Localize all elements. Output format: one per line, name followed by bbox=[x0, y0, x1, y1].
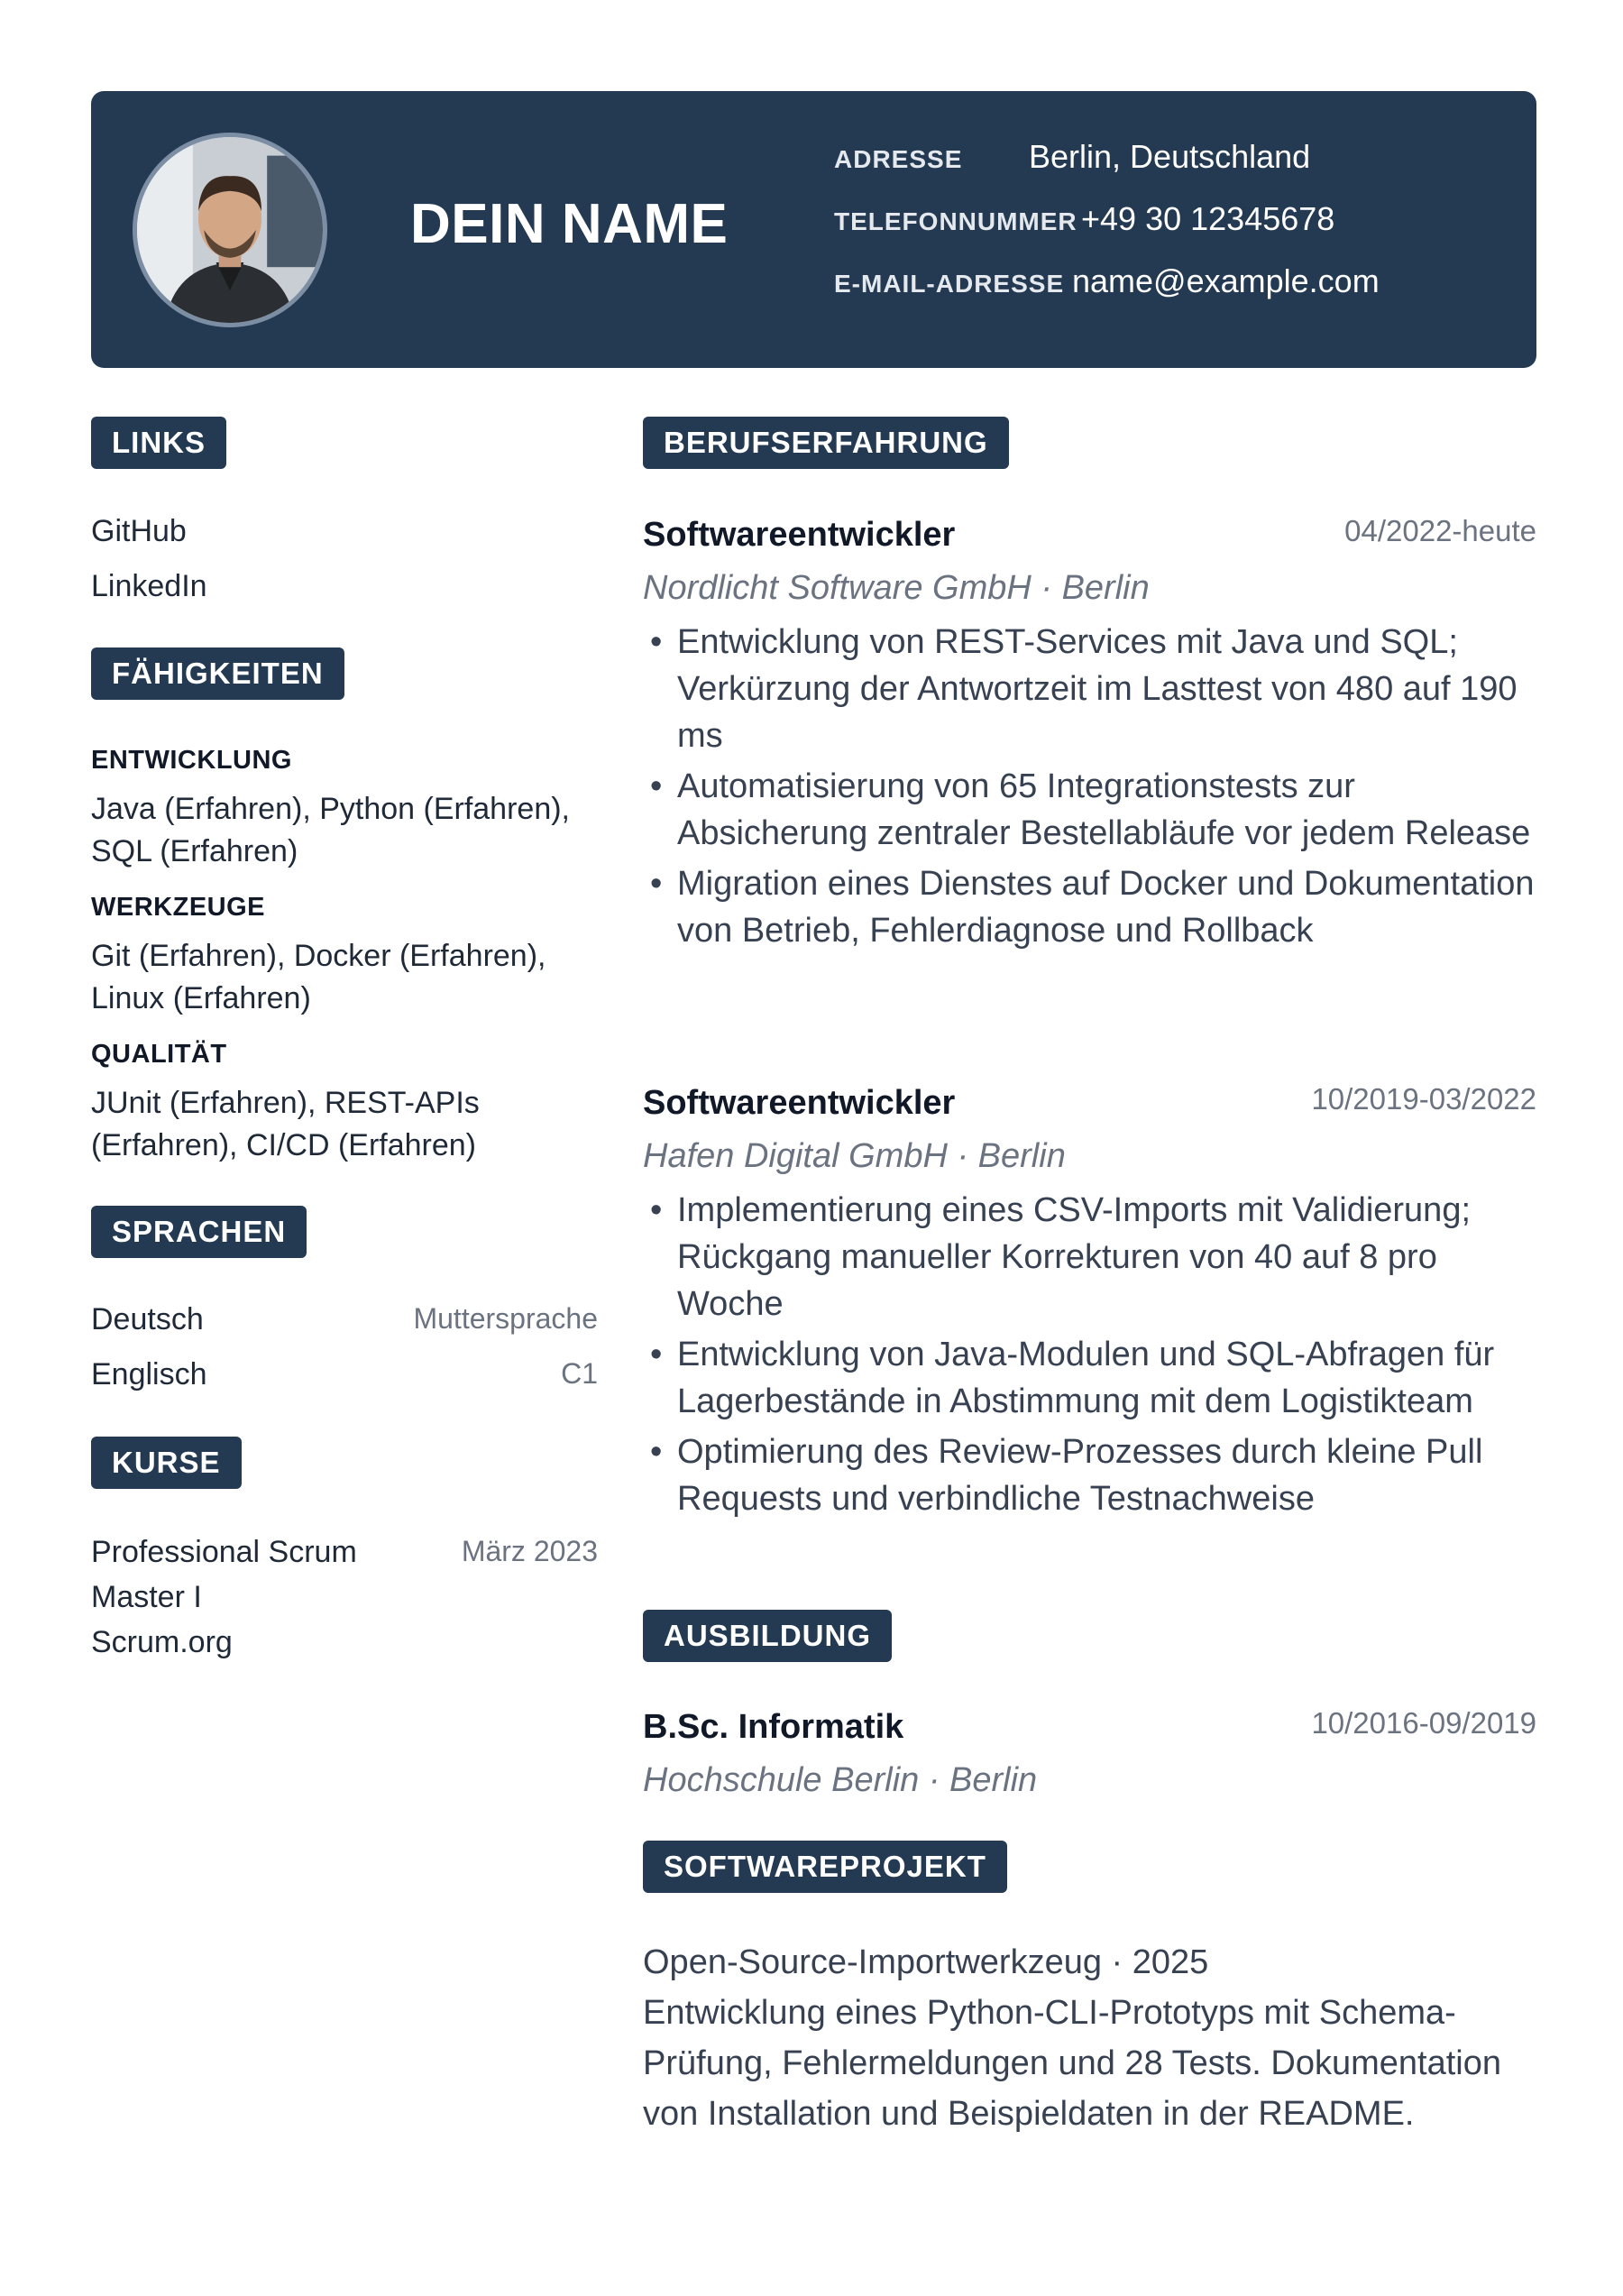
skill-list: JUnit (Erfahren), REST-APIs (Erfahren), CI/CD (Erfahren) bbox=[91, 1086, 480, 1162]
section-heading-skills: FÄHIGKEITEN bbox=[91, 647, 344, 700]
job-company: Nordlicht Software GmbH · Berlin bbox=[643, 569, 1150, 607]
skill-category: WERKZEUGE bbox=[91, 893, 265, 922]
person-avatar-icon bbox=[137, 137, 323, 323]
link-github[interactable]: GitHub bbox=[91, 514, 187, 548]
education-date: 10/2016-09/2019 bbox=[1311, 1706, 1536, 1740]
job-bullet: • Automatisierung von 65 Integrationstests zur Absicherung zentraler Bestellabläufe vor jedem Release bbox=[645, 763, 1537, 857]
contact-value: Berlin, Deutschland bbox=[1029, 138, 1311, 175]
course-name: Professional Scrum bbox=[91, 1535, 357, 1569]
job-date: 04/2022-heute bbox=[1344, 514, 1536, 547]
language-name: Englisch bbox=[91, 1357, 207, 1391]
school-name: Hochschule Berlin · Berlin bbox=[643, 1761, 1038, 1799]
job-bullet: • Entwicklung von REST-Services mit Java und SQL; Verkürzung der Antwortzeit im Lasttest von 480 auf 190 ms bbox=[645, 619, 1537, 759]
job-date: 10/2019-03/2022 bbox=[1311, 1082, 1536, 1116]
job-bullet: • Entwicklung von Java-Modulen und SQL-Abfragen für Lagerbestände in Abstimmung mit dem Logistikteam bbox=[645, 1331, 1537, 1425]
link-linkedin[interactable]: LinkedIn bbox=[91, 569, 207, 603]
job-bullet: • Optimierung des Review-Prozesses durch kleine Pull Requests und verbindliche Testnachweise bbox=[645, 1428, 1537, 1522]
profile-photo bbox=[133, 133, 327, 327]
full-name: DEIN NAME bbox=[410, 193, 729, 255]
section-heading-languages: SPRACHEN bbox=[91, 1206, 307, 1258]
section-heading-experience: BERUFSERFAHRUNG bbox=[643, 417, 1009, 469]
job-bullets bbox=[645, 619, 1537, 958]
contact-block bbox=[834, 138, 1380, 325]
contact-value: +49 30 12345678 bbox=[1081, 200, 1335, 237]
job-bullet: • Implementierung eines CSV-Imports mit Validierung; Rückgang manueller Korrekturen von 40 auf 8 pro Woche bbox=[645, 1187, 1537, 1327]
language-level: C1 bbox=[561, 1357, 598, 1390]
contact-label: ADRESSE bbox=[834, 145, 963, 173]
job-title: Softwareentwickler bbox=[643, 1084, 956, 1122]
language-level: Muttersprache bbox=[413, 1302, 598, 1335]
project-title: Open-Source-Importwerkzeug · 2025 bbox=[643, 1943, 1209, 1981]
skill-list: Java (Erfahren), Python (Erfahren), SQL (Erfahren) bbox=[91, 792, 571, 868]
language-name: Deutsch bbox=[91, 1302, 204, 1336]
contact-address bbox=[834, 138, 1380, 200]
section-heading-education: AUSBILDUNG bbox=[643, 1610, 892, 1662]
skill-category: QUALITÄT bbox=[91, 1040, 227, 1069]
course-name: Master I bbox=[91, 1580, 202, 1614]
header-banner bbox=[91, 91, 1536, 368]
course-provider: Scrum.org bbox=[91, 1625, 233, 1659]
section-heading-project: SOFTWAREPROJEKT bbox=[643, 1841, 1007, 1893]
degree-title: B.Sc. Informatik bbox=[643, 1708, 904, 1746]
contact-value: name@example.com bbox=[1072, 262, 1380, 299]
project-description: Entwicklung eines Python-CLI-Prototyps mit Schema-Prüfung, Fehlermeldungen und 28 Tests. Dokumentation von Installation und Beispieldaten in der README. bbox=[643, 1994, 1502, 2133]
section-heading-courses: KURSE bbox=[91, 1437, 242, 1489]
job-title: Softwareentwickler bbox=[643, 516, 956, 554]
contact-label: TELEFONNUMMER bbox=[834, 207, 1077, 235]
skill-list: Git (Erfahren), Docker (Erfahren), Linux (Erfahren) bbox=[91, 939, 546, 1015]
skill-category: ENTWICKLUNG bbox=[91, 746, 292, 775]
contact-phone bbox=[834, 200, 1380, 262]
job-bullets bbox=[645, 1187, 1537, 1526]
section-heading-links: LINKS bbox=[91, 417, 226, 469]
job-bullet: • Migration eines Dienstes auf Docker und Dokumentation von Betrieb, Fehlerdiagnose und Rollback bbox=[645, 860, 1537, 954]
course-date: März 2023 bbox=[461, 1535, 598, 1567]
contact-label: E-MAIL-ADRESSE bbox=[834, 270, 1065, 298]
contact-email bbox=[834, 262, 1380, 325]
job-company: Hafen Digital GmbH · Berlin bbox=[643, 1137, 1066, 1175]
